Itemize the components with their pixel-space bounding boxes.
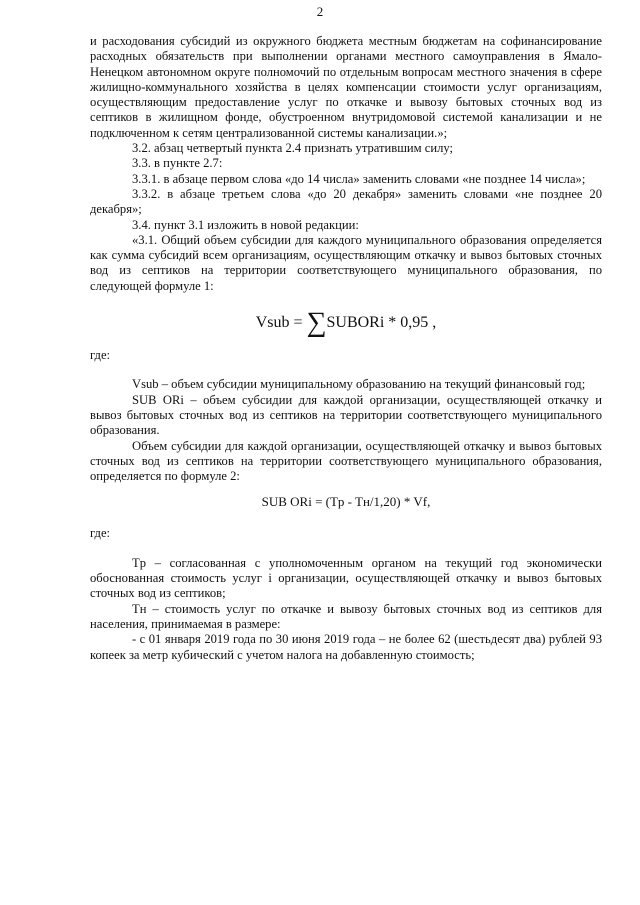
paragraph: «3.1. Общий объем субсидии для каждого муниципального образования определяется как сумма субсидий всем организациям, осуществляющим откачку и вывоз бытовых сточных вод из септиков на территории соответствующего муниципального образования, по следующей формуле 1: [90, 232, 602, 293]
formula-1-right: SUBORi * 0,95 , [326, 314, 437, 332]
paragraph: 3.3.1. в абзаце первом слова «до 14 числа» заменить словами «не позднее 14 числа»; [132, 171, 586, 186]
where-label: где: [90, 348, 111, 363]
document-body [90, 34, 602, 663]
formula-1 [90, 307, 602, 339]
definition: Tp – согласованная с уполномоченным органом на текущий год экономически обоснованная стоимость услуг i организации, осуществляющей откачку и вывоз бытовых сточных вод из септиков; [90, 555, 602, 601]
paragraph: 3.2. абзац четвертый пункта 2.4 признать утратившим силу; [132, 141, 454, 156]
definition: - с 01 января 2019 года по 30 июня 2019 года – не более 62 (шестьдесят два) рублей 93 копеек за метр кубический с учетом налога на добавленную стоимость; [90, 632, 602, 662]
paragraph: 3.4. пункт 3.1 изложить в новой редакции: [132, 217, 359, 232]
paragraph: и расходования субсидий из окружного бюджета местным бюджетам на софинансирование расходных обязательств при выполнении органами местного самоуправления в Ямало-Ненецком автономном округе полномочий по отдельным вопросам местного значения в сфере жилищно-коммунального хозяйства в целях компенсации стоимости услуг организациям, осуществляющим предоставление услуг по откачке и вывозу бытовых сточных вод из септиков в жилищном фонде, обустроенном внутридомовой системой канализации и не подключенном к сетям централизованной системы канализации.»; [90, 34, 602, 140]
paragraph: 3.3.2. в абзаце третьем слова «до 20 декабря» заменить словами «не позднее 20 декабря»; [90, 186, 602, 217]
paragraph: 3.3. в пункте 2.7: [132, 156, 223, 171]
formula-2: SUB ORi = (Tp - Tн/1,20) * Vf, [261, 494, 431, 510]
where-label: где: [90, 526, 111, 541]
definition: SUB ORi – объем субсидии для каждой организации, осуществляющей откачку и вывоз бытовых сточных вод из септиков на территории соответствующего муниципального образования. [90, 392, 602, 438]
sum-sign: ∑ [306, 307, 327, 339]
formula-1-left: Vsub = [255, 314, 303, 332]
definition: Tн – стоимость услуг по откачке и вывозу бытовых сточных вод из септиков для населения, принимаемая в размере: [90, 601, 602, 631]
definition: Объем субсидии для каждой организации, осуществляющей откачку и вывоз бытовых сточных вод из септиков на территории соответствующего муниципального образования, определяется по формуле 2: [90, 438, 602, 484]
definition: Vsub – объем субсидии муниципальному образованию на текущий финансовый год; [132, 377, 586, 392]
page-number: 2 [316, 4, 324, 19]
